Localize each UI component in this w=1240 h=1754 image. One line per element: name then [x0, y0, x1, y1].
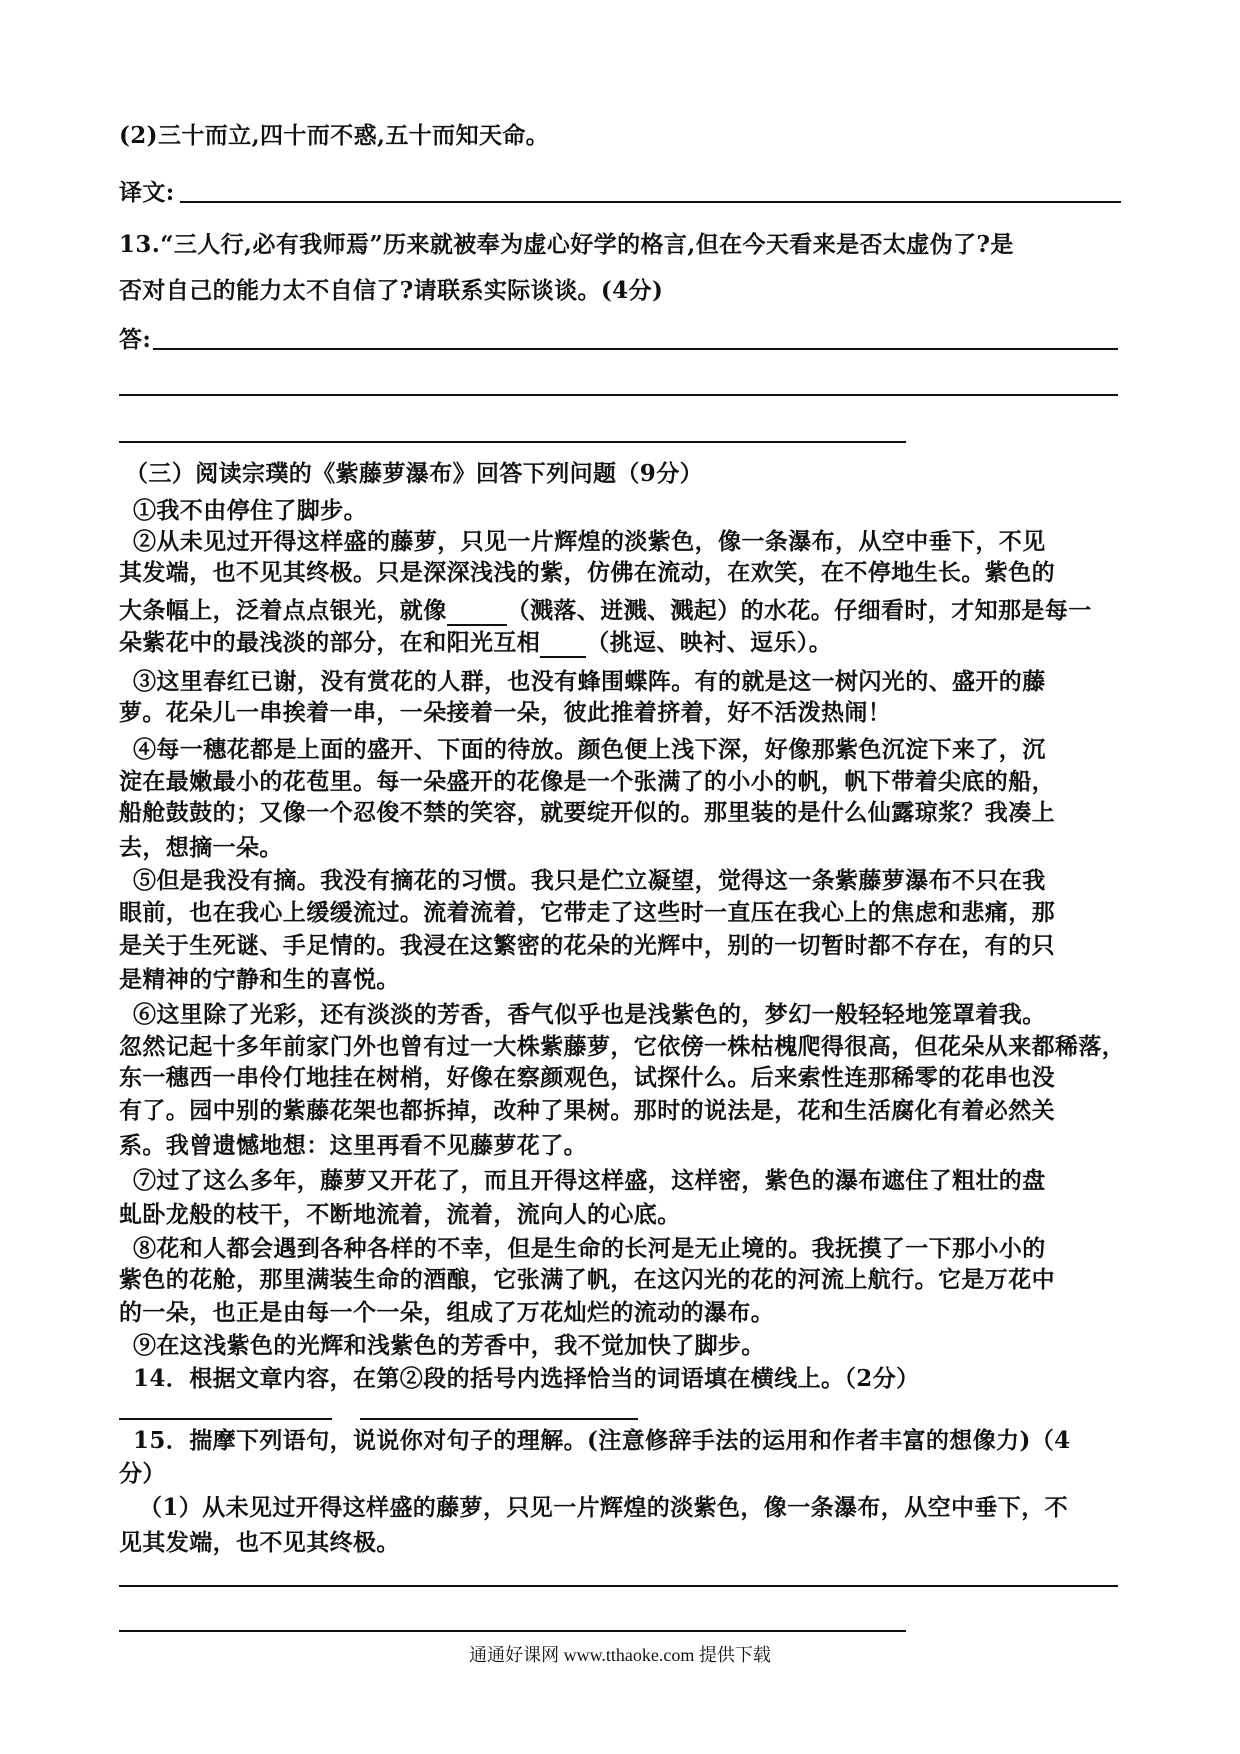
paragraph-5-line-1: ⑤但是我没有摘。我没有摘花的习惯。我只是伫立凝望，觉得这一条紫藤萝瀑布不只在我 — [133, 867, 1046, 894]
paragraph-8-line-3: 的一朵，也正是由每一个一朵，组成了万花灿烂的流动的瀑布。 — [119, 1299, 775, 1326]
q15-line-1: 15．揣摩下列语句，说说你对句子的理解。(注意修辞手法的运用和作者丰富的想像力)（4 — [133, 1427, 1071, 1454]
paragraph-4-line-2: 淀在最嫩最小的花苞里。每一朵盛开的花像是一个张满了的小小的帆，帆下带着尖底的船， — [119, 768, 1055, 795]
paragraph-9: ⑨在这浅紫色的光辉和浅紫色的芳香中，我不觉加快了脚步。 — [133, 1332, 765, 1359]
paragraph-6-line-2: 忽然记起十多年前家门外也曾有过一大株紫藤萝，它依傍一株枯槐爬得很高，但花朵从来都稀落， — [119, 1033, 1126, 1060]
paragraph-5-line-4: 是精神的宁静和生的喜悦。 — [119, 966, 400, 993]
paragraph-6-line-3: 东一穗西一串伶仃地挂在树梢，好像在察颜观色，试探什么。后来索性连那稀零的花串也没 — [119, 1064, 1055, 1091]
paragraph-7-line-2: 虬卧龙般的枝干，不断地流着，流着，流向人的心底。 — [119, 1201, 681, 1228]
q13-line-1: 13.“三人行,必有我师焉”历来就被奉为虚心好学的格言,但在今天看来是否太虚伪了?是 — [119, 231, 1014, 258]
q13-answer-line-1[interactable] — [153, 348, 1118, 350]
q15-item-1-line-1: （1）从未见过开得这样盛的藤萝，只见一片辉煌的淡紫色，像一条瀑布，从空中垂下，不 — [139, 1494, 1069, 1521]
p2-line-3-after-blank: （溅落、迸溅、溅起）的水花。仔细看时，才知那是每一 — [506, 597, 1092, 624]
q14-text: 14．根据文章内容，在第②段的括号内选择恰当的词语填在横线上。（2分） — [133, 1365, 920, 1392]
paragraph-7-line-1: ⑦过了这么多年，藤萝又开花了，而且开得这样盛，这样密，紫色的瀑布遮住了粗壮的盘 — [133, 1167, 1046, 1194]
p2-line-4-after-blank: （挑逗、映衬、逗乐）。 — [586, 629, 833, 656]
paragraph-4-line-4: 去，想摘一朵。 — [119, 834, 283, 861]
q15-answer-line-1[interactable] — [119, 1585, 1118, 1587]
paragraph-5-line-3: 是关于生死谜、手足情的。我浸在这繁密的花朵的光辉中，别的一切暂时都不存在，有的只 — [119, 932, 1055, 959]
q15-line-2: 分） — [119, 1460, 166, 1487]
paragraph-2-line-3 — [119, 595, 1092, 626]
paragraph-8-line-2: 紫色的花舱，那里满装生命的酒酿，它张满了帆，在这闪光的花的河流上航行。它是万花中 — [119, 1266, 1055, 1293]
paragraph-1: ①我不由停住了脚步。 — [133, 497, 367, 524]
q13-answer-line-3[interactable] — [119, 441, 906, 443]
paragraph-3-line-1: ③这里春红已谢，没有赏花的人群，也没有蜂围蝶阵。有的就是这一树闪光的、盛开的藤 — [133, 668, 1046, 695]
translation-label: 译文: — [119, 179, 175, 206]
paragraph-4-line-3: 船舱鼓鼓的；又像一个忍俊不禁的笑容，就要绽开似的。那里装的是什么仙露琼浆？我凑上 — [119, 799, 1055, 826]
p2-line-3-before-blank: 大条幅上，泛着点点银光，就像 — [119, 597, 447, 624]
q15-item-1-line-2: 见其发端，也不见其终极。 — [119, 1529, 400, 1556]
fill-blank-1[interactable] — [447, 602, 507, 626]
page-footer: 通通好课网 www.tthaoke.com 提供下载 — [469, 1645, 771, 1665]
q14-answer-line-2[interactable] — [360, 1418, 638, 1420]
section3-heading: （三）阅读宗璞的《紫藤萝瀑布》回答下列问题（9分） — [125, 460, 704, 487]
paragraph-6-line-5: 系。我曾遗憾地想：这里再看不见藤萝花了。 — [119, 1132, 587, 1159]
q14-answer-line-1[interactable] — [119, 1418, 332, 1420]
paragraph-8-line-1: ⑧花和人都会遇到各种各样的不幸，但是生命的长河是无止境的。我抚摸了一下那小小的 — [133, 1235, 1046, 1262]
fill-blank-2[interactable] — [540, 634, 586, 658]
p2-line-4-before-blank: 朵紫花中的最浅淡的部分，在和阳光互相 — [119, 629, 541, 656]
paragraph-6-line-4: 有了。园中别的紫藤花架也都拆掉，改种了果树。那时的说法是，花和生活腐化有着必然关 — [119, 1097, 1055, 1124]
q13-answer-label: 答: — [119, 326, 152, 353]
q13-line-2: 否对自己的能力太不自信了?请联系实际谈谈。(4分) — [119, 277, 664, 304]
paragraph-2-line-1: ②从未见过开得这样盛的藤萝，只见一片辉煌的淡紫色，像一条瀑布，从空中垂下，不见 — [133, 528, 1046, 555]
paragraph-6-line-1: ⑥这里除了光彩，还有淡淡的芳香，香气似乎也是浅紫色的，梦幻一般轻轻地笼罩着我。 — [133, 1001, 1046, 1028]
q15-answer-line-2[interactable] — [119, 1630, 906, 1632]
paragraph-4-line-1: ④每一穗花都是上面的盛开、下面的待放。颜色便上浅下深，好像那紫色沉淀下来了，沉 — [133, 736, 1046, 763]
paragraph-3-line-2: 萝。花朵儿一串挨着一串，一朵接着一朵，彼此推着挤着，好不活泼热闹！ — [119, 699, 892, 726]
paragraph-2-line-4 — [119, 627, 832, 658]
paragraph-2-line-2: 其发端，也不见其终极。只是深深浅浅的紫，仿佛在流动，在欢笑，在不停地生长。紫色的 — [119, 559, 1055, 586]
q12-item-2: (2)三十而立,四十而不惑,五十而知天命。 — [119, 122, 550, 149]
q13-answer-line-2[interactable] — [119, 394, 1118, 396]
paragraph-5-line-2: 眼前，也在我心上缓缓流过。流着流着，它带走了这些时一直压在我心上的焦虑和悲痛，那 — [119, 899, 1055, 926]
translation-answer-line[interactable] — [180, 201, 1121, 203]
